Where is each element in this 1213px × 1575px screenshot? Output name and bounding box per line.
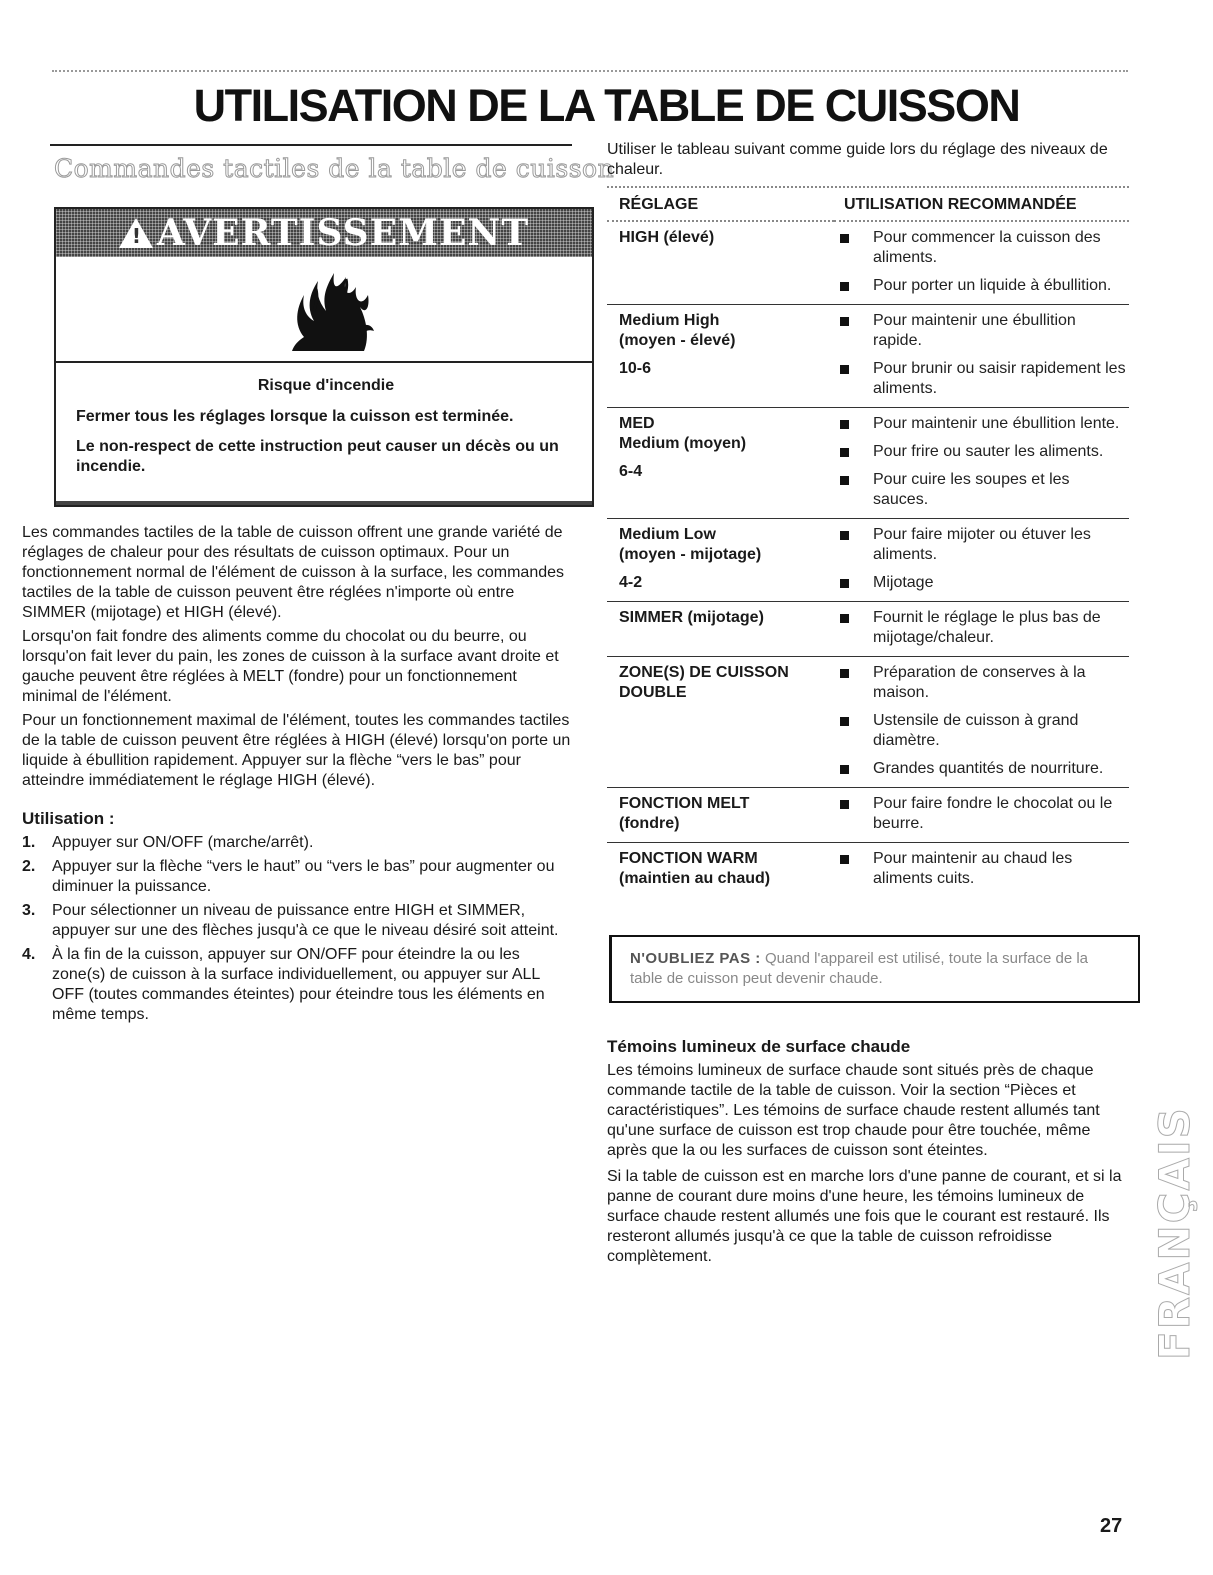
reminder-box: [609, 935, 1140, 1003]
setting-cell: [607, 519, 834, 602]
language-side-tab: FRANÇAIS: [1150, 1106, 1199, 1360]
dotted-rule: [607, 186, 1129, 188]
table-row: [607, 221, 1129, 305]
table-row: [607, 408, 1129, 519]
warning-title: AVERTISSEMENT: [156, 212, 530, 254]
list-item: 4. À la fin de la cuisson, appuyer sur ON/OFF pour éteindre la ou les zone(s) de cuisson à la surface individuellement, ou appuyer sur ALL OFF (toutes commandes éteintes) pour éteindre tous les éléments en même temps.: [22, 946, 545, 1023]
warning-triangle-icon: !: [119, 218, 153, 248]
list-item: Pour maintenir une ébullition rapide.: [834, 311, 1129, 351]
heat-settings-table: [607, 194, 1129, 897]
hot-surface-heading: Témoins lumineux de surface chaude: [607, 1037, 911, 1056]
setting-cell: [607, 657, 834, 788]
list-item: Mijotage: [834, 573, 1129, 593]
warning-line-2: Le non-respect de cette instruction peut causer un décès ou un incendie.: [76, 438, 559, 475]
paragraph: Lorsqu'on fait fondre des aliments comme du chocolat ou du beurre, ou lorsqu'on fait lever du pain, les zones de cuisson à la surface avant droite et gauche peuvent être réglées à MELT (fondre) pour un fonctionnement minimal de l'élément.: [22, 628, 559, 705]
setting-label: (moyen - mijotage): [619, 546, 762, 563]
setting-cell: [607, 408, 834, 519]
column-header: RÉGLAGE: [619, 196, 699, 213]
paragraph: Les commandes tactiles de la table de cuisson offrent une grande variété de réglages de chaleur pour des résultats de cuisson optimaux. Pour un fonctionnement normal de l'élément de cuisson à la surface, les commandes tactiles de la table de cuisson peuvent être réglées n'importe où entre SIMMER (mijotage) et HIGH (élevé).: [22, 524, 565, 621]
list-item: Préparation de conserves à la maison.: [834, 663, 1129, 703]
list-item: Pour brunir ou saisir rapidement les aliments.: [834, 359, 1129, 399]
setting-label: 4-2: [619, 574, 643, 591]
left-column: [22, 144, 615, 1029]
setting-label: Medium Low: [619, 526, 716, 543]
list-item: Pour commencer la cuisson des aliments.: [834, 228, 1129, 268]
list-item: Pour maintenir au chaud les aliments cuits.: [834, 849, 1129, 889]
section-rule: [50, 144, 572, 146]
bullet-icon: [840, 317, 849, 326]
warning-box: [54, 207, 594, 507]
steps-list: [22, 833, 572, 1025]
bullet-icon: [840, 800, 849, 809]
bullet-icon: [840, 531, 849, 540]
usage-cell: [834, 843, 1129, 898]
list-item: 2. Appuyer sur la flèche “vers le haut” ou “vers le bas” pour augmenter ou diminuer la puissance.: [22, 858, 555, 895]
list-item: Pour porter un liquide à ébullition.: [834, 276, 1129, 296]
right-column: [607, 140, 1129, 1273]
bullet-icon: [840, 669, 849, 678]
bullet-icon: [840, 765, 849, 774]
table-row: [607, 305, 1129, 408]
usage-heading: Utilisation :: [22, 809, 115, 828]
reminder-text: Quand l'appareil est utilisé, toute la surface de la table de cuisson peut devenir chaude.: [630, 950, 1089, 987]
setting-label: Medium (moyen): [619, 435, 747, 452]
usage-cell: [834, 602, 1129, 657]
usage-cell: [834, 305, 1129, 408]
list-item: Pour maintenir une ébullition lente.: [834, 414, 1129, 434]
bullet-icon: [840, 282, 849, 291]
usage-cell: [834, 788, 1129, 843]
bullet-icon: [840, 448, 849, 457]
warning-subtitle: Risque d'incendie: [257, 377, 395, 394]
warning-header: [56, 209, 592, 257]
list-item: Grandes quantités de nourriture.: [834, 759, 1129, 779]
list-item: Ustensile de cuisson à grand diamètre.: [834, 711, 1129, 751]
paragraph: Si la table de cuisson est en marche lors d'une panne de courant, et si la panne de courant dure moins d'une heure, les témoins lumineux de surface chaude restent allumés une fois que le courant est restauré. Ils resteront allumés jusqu'à ce que la table de cuisson refroidisse complètement.: [607, 1168, 1122, 1265]
setting-cell: [607, 221, 834, 305]
usage-cell: [834, 657, 1129, 788]
table-row: [607, 602, 1129, 657]
table-row: [607, 788, 1129, 843]
paragraph: Les témoins lumineux de surface chaude sont situés près de chaque commande tactile de la table de cuisson. Voir la section “Pièces et caractéristiques”. Les témoins de surface chaude restent allumés tant qu'une surface de cuisson est trop chaude pour être touchée, même après que la ou les surfaces de cuisson sont éteintes.: [607, 1062, 1100, 1159]
bullet-icon: [840, 579, 849, 588]
bullet-icon: [840, 234, 849, 243]
list-item: Pour cuire les soupes et les sauces.: [834, 470, 1129, 510]
fire-icon: [256, 267, 386, 353]
section-heading: Commandes tactiles de la table de cuisson: [54, 154, 615, 183]
setting-label: Medium High: [619, 312, 720, 329]
setting-label: FONCTION MELT: [619, 795, 750, 812]
bullet-icon: [840, 717, 849, 726]
setting-label: 6-4: [619, 463, 643, 480]
table-row: [607, 843, 1129, 898]
usage-cell: [834, 221, 1129, 305]
setting-label: SIMMER (mijotage): [619, 609, 764, 626]
paragraph: Pour un fonctionnement maximal de l'élément, toutes les commandes tactiles de la table de cuisson peuvent être réglées à HIGH (élevé) lorsqu'on porte un liquide à ébullition rapidement. Appuyer sur la flèche “vers le bas” pour atteindre immédiatement le réglage HIGH (élevé).: [22, 712, 571, 789]
list-item: 3. Pour sélectionner un niveau de puissance entre HIGH et SIMMER, appuyer sur une des flèches jusqu'à ce que le niveau désiré soit atteint.: [22, 902, 559, 939]
list-item: Pour faire mijoter ou étuver les aliments.: [834, 525, 1129, 565]
bullet-icon: [840, 420, 849, 429]
list-item: 1. Appuyer sur ON/OFF (marche/arrêt).: [22, 834, 314, 851]
bullet-icon: [840, 614, 849, 623]
setting-label: FONCTION WARM: [619, 850, 758, 867]
table-row: [607, 657, 1129, 788]
top-dotted-rule: [52, 70, 1128, 72]
setting-label: (maintien au chaud): [619, 870, 771, 887]
usage-cell: [834, 519, 1129, 602]
column-header: UTILISATION RECOMMANDÉE: [844, 196, 1077, 213]
list-item: Pour faire fondre le chocolat ou le beurre.: [834, 794, 1129, 834]
setting-label: (moyen - élevé): [619, 332, 736, 349]
page-title: UTILISATION DE LA TABLE DE CUISSON: [193, 80, 1020, 131]
bullet-icon: [840, 365, 849, 374]
bullet-icon: [840, 855, 849, 864]
list-item: Pour frire ou sauter les aliments.: [834, 442, 1129, 462]
setting-label: MED: [619, 415, 655, 432]
page-number: 27: [1100, 1515, 1123, 1537]
setting-cell: [607, 788, 834, 843]
list-item: Fournit le réglage le plus bas de mijotage/chaleur.: [834, 608, 1129, 648]
setting-label: (fondre): [619, 815, 680, 832]
setting-label: ZONE(S) DE CUISSON: [619, 664, 789, 681]
setting-label: HIGH (élevé): [619, 229, 715, 246]
setting-cell: [607, 602, 834, 657]
warning-line-1: Fermer tous les réglages lorsque la cuisson est terminée.: [76, 408, 514, 425]
usage-cell: [834, 408, 1129, 519]
table-intro: Utiliser le tableau suivant comme guide lors du réglage des niveaux de chaleur.: [607, 141, 1108, 178]
reminder-label: N'OUBLIEZ PAS :: [630, 950, 761, 967]
bullet-icon: [840, 476, 849, 485]
setting-cell: [607, 843, 834, 898]
setting-label: DOUBLE: [619, 684, 687, 701]
setting-label: 10-6: [619, 360, 652, 377]
setting-cell: [607, 305, 834, 408]
table-row: [607, 519, 1129, 602]
